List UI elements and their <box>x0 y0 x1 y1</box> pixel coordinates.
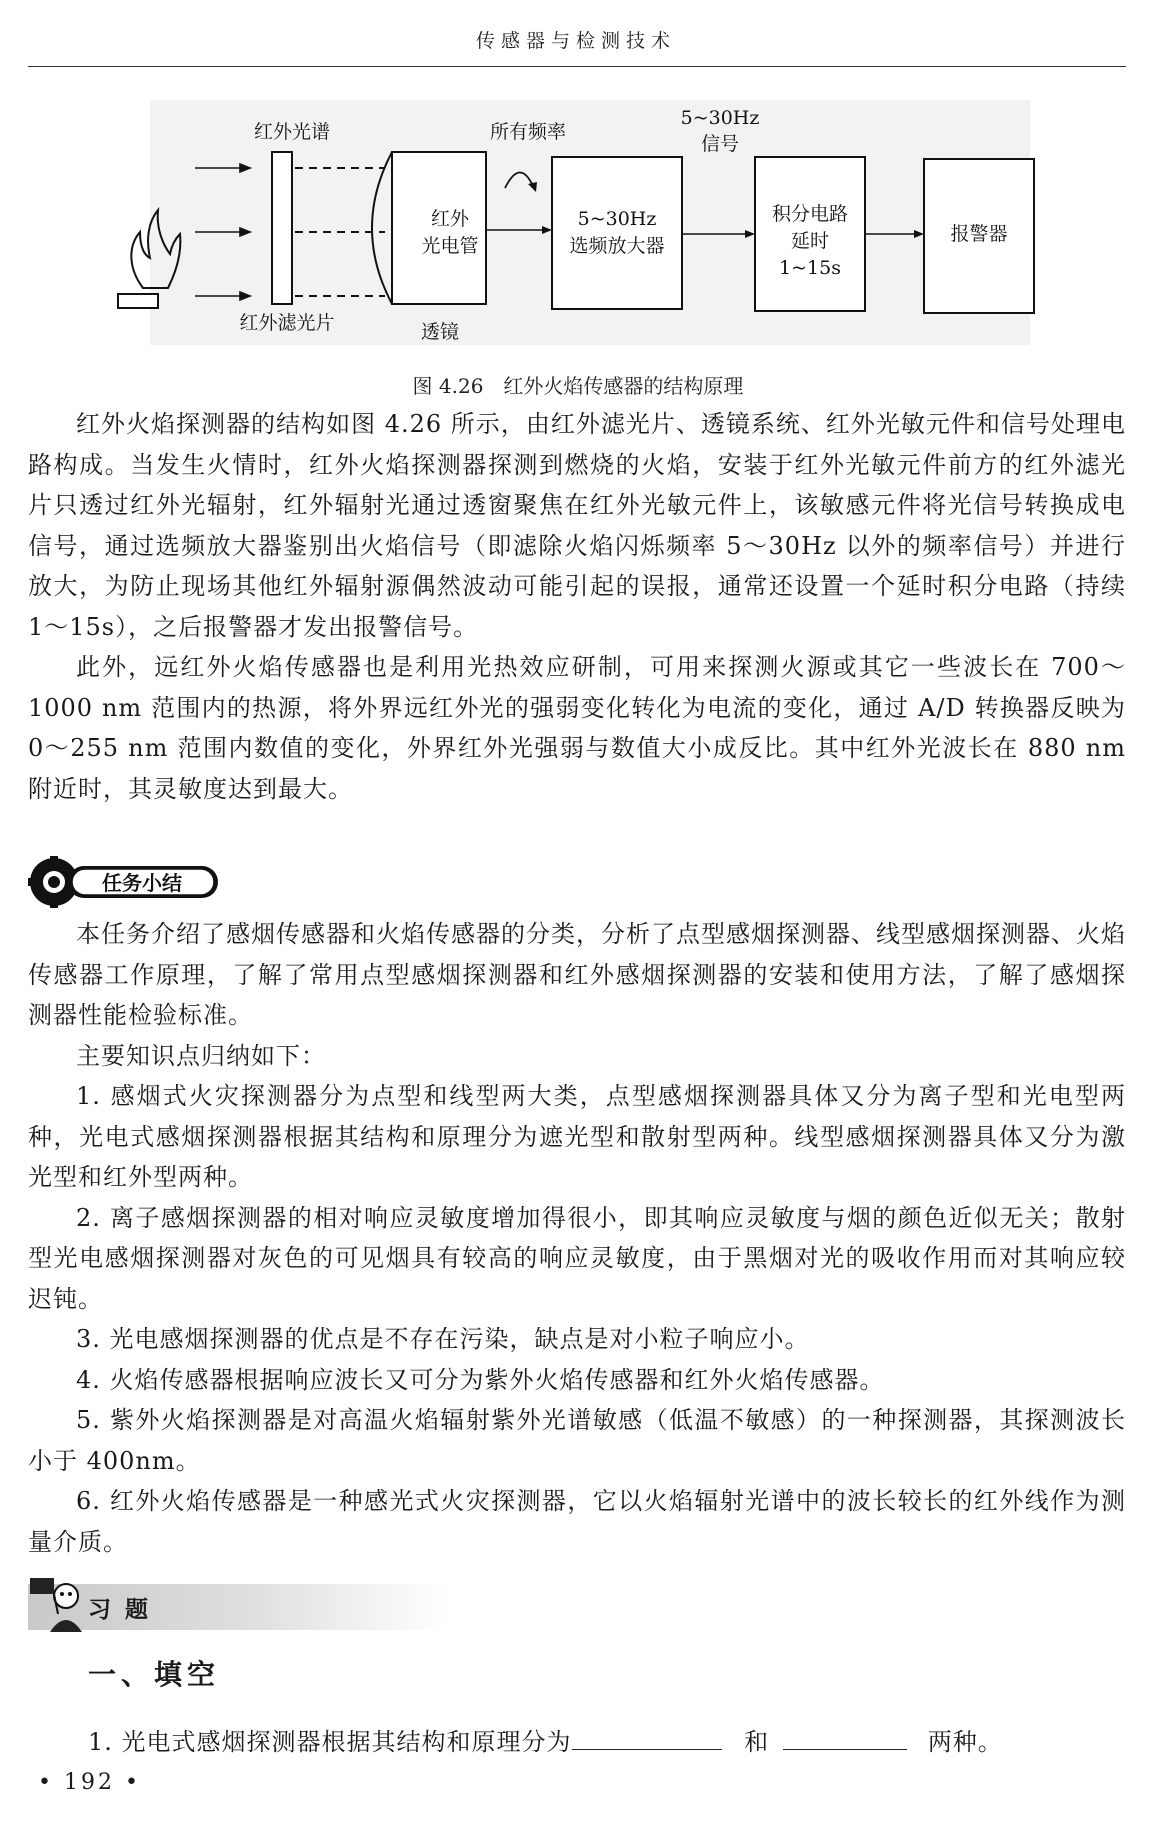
running-header: 传感器与检测技术 <box>475 30 676 52</box>
label-all-frequency: 所有频率 <box>489 121 567 143</box>
label-amplifier-line1: 5~30Hz <box>577 208 657 230</box>
label-signal-line1: 5~30Hz <box>680 107 760 129</box>
answer-blank-1[interactable] <box>572 1723 722 1750</box>
label-filter: 红外滤光片 <box>239 312 335 334</box>
question-text-pre: 1. 光电式感烟探测器根据其结构和原理分为 <box>88 1728 572 1756</box>
list-item: 5. 紫外火焰探测器是对高温火焰辐射紫外光谱敏感（低温不敏感）的一种探测器，其探测波长小于 400nm。 <box>28 1406 1126 1475</box>
paragraph: 此外，远红外火焰传感器也是利用光热效应研制，可用来探测火源或其它一些波长在 700～1000 nm 范围内的热源，将外界远红外光的强弱变化转化为电流的变化，通过 A/D 转换器反映为 0～255 nm 范围内数值的变化，外界红外光强弱与数值大小成反比。其中红外光波长在 880 nm 附近时，其灵敏度达到最大。 <box>28 653 1126 803</box>
list-item: 4. 火焰传感器根据响应波长又可分为紫外火焰传感器和红外火焰传感器。 <box>76 1365 885 1394</box>
section-heading: 一、填空 <box>88 1658 221 1691</box>
label-photocell-line1: 红外 <box>430 208 470 230</box>
selective-amplifier-box <box>552 157 682 309</box>
label-amplifier-line2: 选频放大器 <box>569 235 665 257</box>
list-item: 3. 光电感烟探测器的优点是不存在污染，缺点是对小粒子响应小。 <box>76 1325 810 1353</box>
list-item: 6. 红外火焰传感器是一种感光式火灾探测器，它以火焰辐射光谱中的波长较长的红外线作为测量介质。 <box>28 1487 1126 1556</box>
summary-intro: 本任务介绍了感烟传感器和火焰传感器的分类，分析了点型感烟探测器、线型感烟探测器、火焰传感器工作原理，了解了常用点型感烟探测器和红外感烟探测器的安装和使用方法，了解了感烟探测器性能检验标准。 <box>28 920 1126 1029</box>
label-integration-line1: 积分电路 <box>771 203 849 225</box>
list-item: 2. 离子感烟探测器的相对响应灵敏度增加得很小，即其响应灵敏度与烟的颜色近似无关；散射型光电感烟探测器对灰色的可见烟具有较高的响应灵敏度，由于黑烟对光的吸收作用而对其响应较迟钝。 <box>28 1203 1126 1313</box>
label-integration-line3: 1~15s <box>779 257 841 279</box>
body-text-top <box>28 404 1126 809</box>
ir-filter <box>272 152 292 304</box>
question-text-mid: 和 <box>744 1728 770 1756</box>
teacher-icon <box>28 1574 86 1634</box>
burner-base <box>118 294 158 308</box>
page-number: • 192 • <box>38 1770 141 1795</box>
exercise-title: 习题 <box>88 1597 162 1623</box>
figure-caption: 图 4.26 红外火焰传感器的结构原理 <box>412 374 744 398</box>
answer-blank-2[interactable] <box>783 1723 907 1750</box>
label-signal-line2: 信号 <box>700 133 740 155</box>
list-item: 1. 感烟式火灾探测器分为点型和线型两大类，点型感烟探测器具体又分为离子型和光电型两种，光电式感烟探测器根据其结构和原理分为遮光型和散射型两种。线型感烟探测器具体又分为激光型和红外型两种。 <box>28 1082 1126 1191</box>
label-photocell-line2: 光电管 <box>421 235 479 257</box>
fill-in-question <box>88 1722 1003 1757</box>
summary-lead: 主要知识点归纳如下： <box>76 1041 326 1070</box>
label-lens: 透镜 <box>420 321 460 343</box>
paragraph: 红外火焰探测器的结构如图 4.26 所示，由红外滤光片、透镜系统、红外光敏元件和信号处理电路构成。当发生火情时，红外火焰探测器探测到燃烧的火焰，安装于红外光敏元件前方的红外滤光片只透过红外光辐射，红外辐射光通过透窗聚焦在红外光敏元件上，该敏感元件将光信号转换成电信号，通过选频放大器鉴别出火焰信号（即滤除火焰闪烁频率 5～30Hz 以外的频率信号）并进行放大，为防止现场其他红外辐射源偶然波动可能引起的误报，通常还设置一个延时积分电路（持续 1～15s），之后报警器才发出报警信号。 <box>28 410 1126 641</box>
summary-badge-label: 任务小结 <box>102 871 182 895</box>
task-summary-badge <box>28 856 228 908</box>
summary-text <box>28 914 1126 1562</box>
question-text-post: 两种。 <box>927 1728 1003 1756</box>
flame-sensor-diagram <box>0 0 1156 360</box>
label-integration-line2: 延时 <box>790 230 830 252</box>
label-alarm: 报警器 <box>950 223 1008 245</box>
label-spectrum: 红外光谱 <box>253 121 331 143</box>
